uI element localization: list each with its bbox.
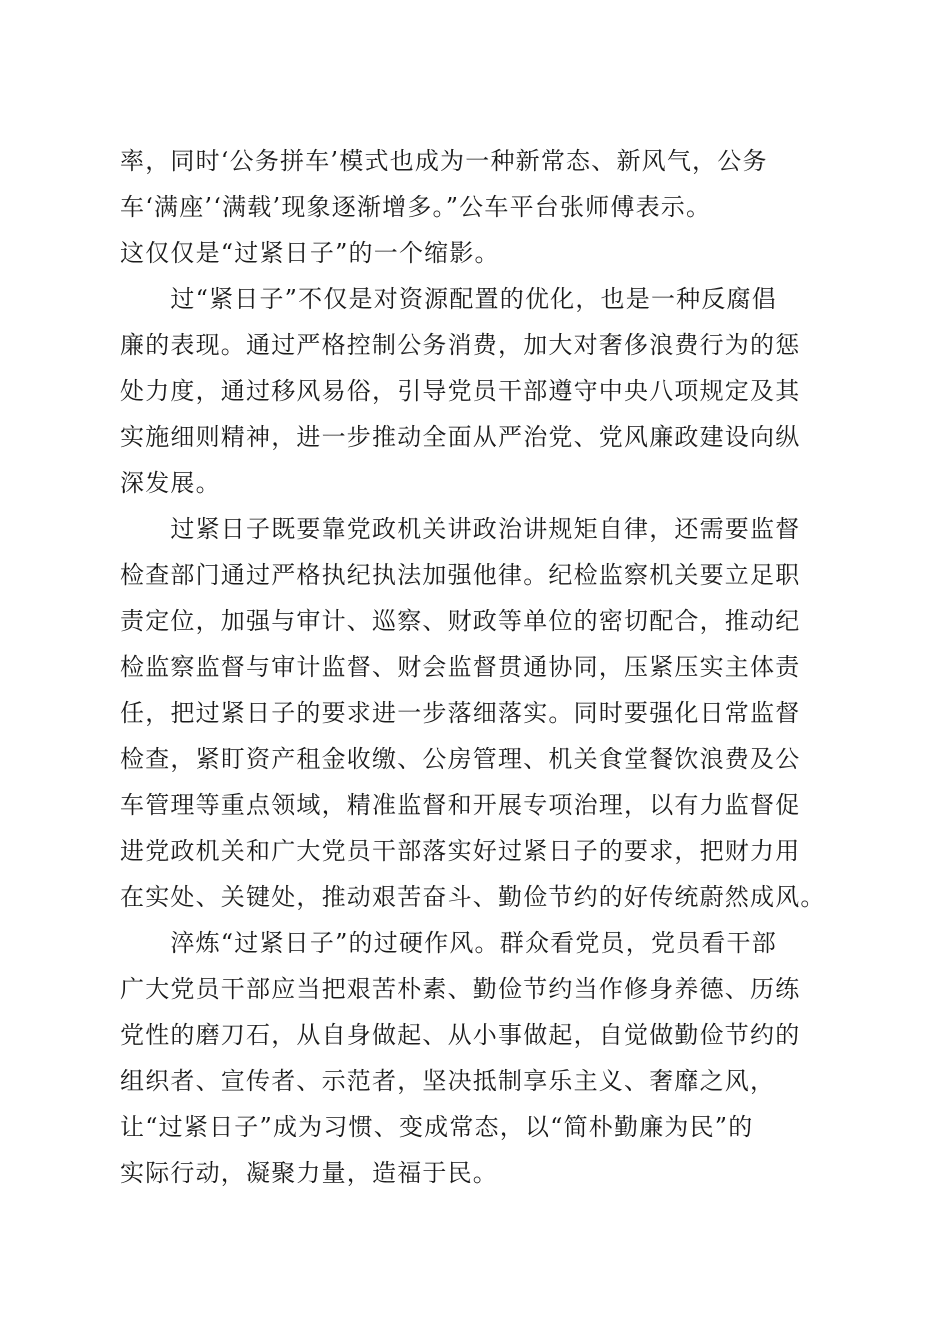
text-line: 让“过紧日子”成为习惯、变成常态，以“简朴勤廉为民”的 xyxy=(120,1113,754,1141)
text-line: 广大党员干部应当把艰苦朴素、勤俭节约当作修身养德、历练 xyxy=(120,975,801,1003)
document-body xyxy=(120,138,831,1196)
paragraph-4 xyxy=(120,920,831,1196)
text-line: 过紧日子既要靠党政机关讲政治讲规矩自律，还需要监督 xyxy=(120,515,801,543)
text-line: 实施细则精神，进一步推动全面从严治党、党风廉政建设向纵 xyxy=(120,423,801,451)
text-line: 进党政机关和广大党员干部落实好过紧日子的要求，把财力用 xyxy=(120,837,801,865)
text-line: 实际行动，凝聚力量，造福于民。 xyxy=(120,1159,498,1187)
text-line: 率，同时‘公务拼车’模式也成为一种新常态、新风气，公务 xyxy=(120,147,768,175)
text-line: 深发展。 xyxy=(120,469,221,497)
paragraph-2 xyxy=(120,276,831,506)
text-line: 组织者、宣传者、示范者，坚决抵制享乐主义、奢靡之风， xyxy=(120,1067,776,1095)
text-line: 检监察监督与审计监督、财会监督贯通协同，压紧压实主体责 xyxy=(120,653,801,681)
paragraph-1 xyxy=(120,138,831,276)
text-line: 这仅仅是“过紧日子”的一个缩影。 xyxy=(120,239,500,267)
text-line: 检查部门通过严格执纪执法加强他律。纪检监察机关要立足职 xyxy=(120,561,801,589)
text-line: 任，把过紧日子的要求进一步落细落实。同时要强化日常监督 xyxy=(120,699,801,727)
paragraph-3 xyxy=(120,506,831,920)
text-line: 过“紧日子”不仅是对资源配置的优化，也是一种反腐倡 xyxy=(120,285,777,313)
text-line: 检查，紧盯资产租金收缴、公房管理、机关食堂餐饮浪费及公 xyxy=(120,745,801,773)
text-line: 车管理等重点领域，精准监督和开展专项治理，以有力监督促 xyxy=(120,791,801,819)
text-line: 党性的磨刀石，从自身做起、从小事做起，自觉做勤俭节约的 xyxy=(120,1021,801,1049)
text-line: 处力度，通过移风易俗，引导党员干部遵守中央八项规定及其 xyxy=(120,377,801,405)
text-line: 淬炼“过紧日子”的过硬作风。群众看党员，党员看干部 xyxy=(120,929,777,957)
text-line: 车‘满座’‘满载’现象逐渐增多。”公车平台张师傅表示。 xyxy=(120,193,712,221)
text-line: 责定位，加强与审计、巡察、财政等单位的密切配合，推动纪 xyxy=(120,607,801,635)
text-line: 廉的表现。通过严格控制公务消费，加大对奢侈浪费行为的惩 xyxy=(120,331,801,359)
text-line: 在实处、关键处，推动艰苦奋斗、勤俭节约的好传统蔚然成风。 xyxy=(120,883,826,911)
